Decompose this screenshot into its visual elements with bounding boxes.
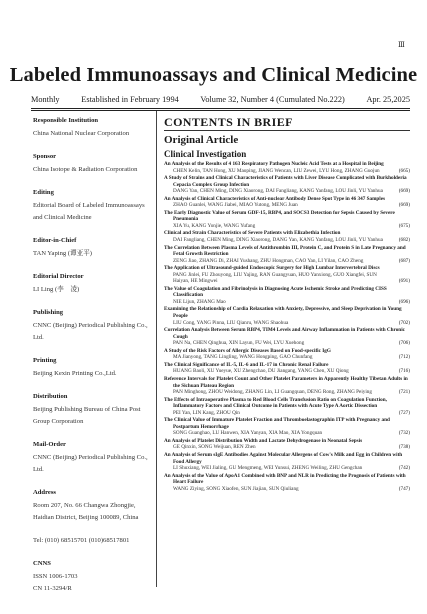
article-title: The Application of Ultrasound-guided Endoscopic Surgery for High Lumbar Intervertebral Discs <box>164 265 380 272</box>
article-authors: LI Shuxiang, WEI Jialing, GU Mengmeng, WEI Yunsui, ZHENG Weiling, ZHU Gengchan <box>173 465 363 472</box>
article-authors: GE Qinxin, SONG Weijuan, REN Zhen <box>173 444 256 451</box>
article-title: The Clinical Significance of IL-5, IL-6 and IL-17 in Chronic Renal Failure <box>164 361 329 368</box>
masthead-text: CNNC (Beijing) Periodical Publishing Co., Ltd. <box>33 322 148 341</box>
article-entry[interactable] <box>164 210 410 230</box>
masthead-heading: Editor-in-Chief <box>33 237 77 244</box>
masthead-heading: Responsible Institution <box>33 117 99 124</box>
article-entry[interactable] <box>164 175 410 195</box>
article-entry[interactable] <box>164 245 410 265</box>
article-page: (669) <box>398 202 410 209</box>
article-entry[interactable] <box>164 438 410 451</box>
issue-info <box>31 95 410 108</box>
masthead-block <box>33 151 151 176</box>
article-title: An Analysis of Platelet Distribution Width and Lactate Dehydrogenase in Neonatal Sepsis <box>164 437 363 444</box>
article-page: (716) <box>398 368 410 375</box>
article-entry[interactable] <box>164 196 410 209</box>
article-title: The Early Diagnostic Value of Serum GDF-15, RBP4, and SOCS3 Detection for Sepsis Caused by Severe Pneumonia <box>164 209 395 223</box>
article-page: (691) <box>398 278 410 285</box>
masthead-block <box>33 391 151 428</box>
article-authors: ZHAO Guanlei, WANG Jiabei, MIAO Yutong, MENG Juan <box>173 202 298 209</box>
article-title: The Correlation Between Plasma Levels of Antithrombin III, Protein C, and Protein S in Late Pregnancy and Fetal Growth Restriction <box>164 244 406 258</box>
article-authors: LIU Cong, YANG Pinna, LIU Qianru, WANG Shaohua <box>173 319 289 326</box>
article-title: An Analysis of the Value of ApoA1 Combined with BNP and NLR in Predicting the Prognosis of Patients with Heart Failure <box>164 472 406 486</box>
article-title: An Analysis of the Results of 4 163 Respiratory Pathogen Nucleic Acid Tests at a Hospital in Beijing <box>164 161 384 167</box>
issue-date: Apr. 25,2025 <box>366 95 410 104</box>
article-authors: MA Jianyong, TANG Lingling, WANG Hongping, GAO Chunfang <box>173 354 313 361</box>
article-authors: SONG Guanghao, LU Hanwen, XIA Yanyan, XIA Mao, XIA Yongquan <box>173 430 323 437</box>
article-page: (665) <box>398 167 410 174</box>
masthead-block <box>33 558 151 595</box>
article-list <box>164 161 410 492</box>
article-title: Examining the Relationship of Cardia Relaxation with Anxiety, Depressive, and Sleep Deprivation in Young People <box>164 306 402 320</box>
masthead-text: Editorial Board of Labeled Immunoassays and Clinical Medicine <box>33 202 145 221</box>
article-entry[interactable] <box>164 473 410 493</box>
article-authors: PEI Yan, LIN Kang, ZHOU Qin <box>173 409 240 416</box>
article-entry[interactable] <box>164 161 410 174</box>
article-authors: NIE Lijun, ZHANG Mao <box>173 298 226 305</box>
article-page: (675) <box>398 222 410 229</box>
masthead-block <box>33 487 151 524</box>
article-page: (706) <box>398 340 410 347</box>
article-authors: WANG Ziying, SONG Xiaofen, SUN Jiajian, SUN Qiuliang <box>173 485 299 492</box>
masthead-text: Beijing Publishing Bureau of China Post Group Corporation <box>33 406 141 425</box>
article-entry[interactable] <box>164 348 410 361</box>
masthead-text: Beijing Kexin Printing Co.,Ltd. <box>33 370 117 377</box>
article-entry[interactable] <box>164 327 410 347</box>
masthead-text: CNNC (Beijing) Periodical Publishing Co., Ltd. <box>33 454 148 473</box>
contents-heading: CONTENTS IN BRIEF <box>164 115 293 129</box>
article-authors: DAI Fangliang, CHEN Ming, DING Xiaorong, DANG Yan, KANG Yanfang, LOU Jinli, YU Yanhua <box>173 237 383 244</box>
masthead-text: LI Ling (李 凌) <box>33 286 80 293</box>
article-title: The Value of Coagulation and Fibrinolysis in Diagnosing Acute Ischemic Stroke and Predicting CISS Classification <box>164 285 387 299</box>
article-page: (721) <box>398 389 410 396</box>
article-entry[interactable] <box>164 362 410 375</box>
masthead-text: China Isotope & Radiation Corporation <box>33 166 138 173</box>
masthead-heading: Printing <box>33 357 57 364</box>
contents-rule <box>164 130 410 131</box>
masthead-heading: Publishing <box>33 309 64 316</box>
article-title: The Clinical Value of Immature Platelet Fraction and Thromboelastographin ITP with Pregnancy and Postpartum Hemorrhage <box>164 417 390 430</box>
masthead-heading: CNNS <box>33 560 51 567</box>
article-page: (742) <box>398 465 410 472</box>
masthead-heading: Sponsor <box>33 153 57 160</box>
article-entry[interactable] <box>164 376 410 396</box>
masthead-block <box>33 355 151 380</box>
article-entry[interactable] <box>164 417 410 437</box>
masthead-block <box>33 187 151 224</box>
article-page: (732) <box>398 430 410 437</box>
masthead-text: Room 207, No. 66 Changwa Zhongjie, Haidian District, Beijing 100089, China <box>33 502 139 521</box>
masthead-heading: Editorial Director <box>33 273 84 280</box>
masthead-block <box>33 439 151 476</box>
article-entry[interactable] <box>164 452 410 472</box>
subsection-heading: Clinical Investigation <box>164 149 247 159</box>
article-title: A Study of the Risk Factors of Allergic Diseases Based on Food-specific IgG <box>164 347 331 354</box>
masthead-block <box>33 235 151 260</box>
masthead-block <box>33 271 151 296</box>
header-rule-thin <box>31 110 410 111</box>
issue-established: Established in February 1994 <box>81 95 179 104</box>
masthead-block <box>33 115 151 140</box>
issue-frequency: Monthly <box>31 95 60 104</box>
article-title: Correlation Analysis Between Serum RBP4, TIM4 Levels and Airway Inflammation in Patients with Chronic Cough <box>164 327 405 340</box>
article-page: (687) <box>398 257 410 264</box>
issue-volume: Volume 32, Number 4 (Cumulated No.222) <box>200 95 345 104</box>
article-page: (696) <box>398 298 410 305</box>
article-authors: ZENG Jiao, ZHANG Di, ZHAI Yushang, ZHU Hongman, CAO Yan, LI Yilan, CAO Zheng <box>173 257 364 264</box>
article-authors: CHEN Kelin, TAN Hong, XU Maoping, JIANG Wencan, LIU Zewei, LYU Hong, ZHANG Guojun <box>173 167 380 174</box>
article-title: A Study of Strains and Clinical Characteristics of Patients with Liver Disease Complicated with Burkholderia Cepacia Complex Group Infection <box>164 175 407 188</box>
article-page: (702) <box>398 319 410 326</box>
masthead-text: Tel: (010) 68515701 (010)68517801 <box>33 537 130 544</box>
article-entry[interactable] <box>164 230 410 243</box>
article-authors: PAN Na, CHEN Qinghua, XIN Layun, FU Wei, LYU Xuehong <box>173 340 305 347</box>
page-number: Ⅲ <box>398 41 405 49</box>
column-divider <box>156 111 157 587</box>
article-authors: XIA Yu, KANG Yonjie, WANG Yufang <box>173 222 256 229</box>
article-page: (712) <box>398 354 410 361</box>
article-entry[interactable] <box>164 306 410 326</box>
article-entry[interactable] <box>164 286 410 306</box>
article-page: (727) <box>398 409 410 416</box>
article-page: (747) <box>398 485 410 492</box>
masthead-heading: Mail-Order <box>33 441 66 448</box>
header-rule <box>31 108 410 109</box>
masthead-text: China National Nuclear Corporation <box>33 130 130 137</box>
masthead-heading: Address <box>33 489 56 496</box>
contents-column <box>164 115 410 493</box>
article-title: The Effects of Intraoperative Plasma to Red Blood Cells Transfusion Ratio on Coagulation Function, Inflammatory Factors and Clinical Outcome in Patients with Acute Type A Aortic Dissection <box>164 396 387 410</box>
article-entry[interactable] <box>164 265 410 285</box>
masthead-heading: Editing <box>33 189 54 196</box>
journal-title: Labeled Immunoassays and Clinical Medicine <box>9 64 418 86</box>
article-entry[interactable] <box>164 397 410 417</box>
article-authors: HUANG Baoli, XU Yueyue, XU Zhengchao, DU Jiangang, YANG Chen, XU Qiong <box>173 368 349 375</box>
masthead-heading: Distribution <box>33 393 68 400</box>
masthead-block <box>33 307 151 344</box>
article-title: Clinical and Strain Characteristics of Severe Patients with Elizabethia Infection <box>164 230 341 237</box>
section-heading: Original Article <box>164 134 239 146</box>
article-page: (669) <box>398 188 410 195</box>
masthead-text: TAN Yaping (谭亚平) <box>33 250 92 257</box>
article-title: An Analysis of Serum sIgE Antibodies Against Molecular Allergens of Cow's Milk and Egg in Children with Food Allergy <box>164 451 403 465</box>
masthead-block <box>33 535 151 547</box>
article-page: (682) <box>398 237 410 244</box>
article-authors: PANG Jinlei, FU Zhouyong, LIU Yajing, RAN Guangyuan, HUO Yanxiong, GUO Xiangfei, SUN Haiyan, HE Mingwei <box>173 271 377 285</box>
masthead-column <box>33 115 151 606</box>
article-authors: DANG Yan, CHEN Ming, DING Xiaorong, DAI Fangliang, KANG Yanfang, LOU Jinli, YU Yanhua <box>173 188 383 195</box>
article-authors: PAN Minghong, ZHOU Weidong, ZHANG Lin, LI Guangquan, DENG Rong, ZHANG Peiying <box>173 389 372 396</box>
article-title: An Analysis of Clinical Characteristics of Anti-nuclear Antibody Dense Spot Type in 46 347 Samples <box>164 195 386 202</box>
article-title: Reference Intervals for Platelet Count and Other Platelet Parameters in Apparently Healthy Tibetan Adults in the Sichuan Plateau Region <box>164 375 408 389</box>
article-page: (738) <box>398 444 410 451</box>
masthead-text: ISSN 1006-1703 CN 11-3294/R <box>33 573 78 592</box>
